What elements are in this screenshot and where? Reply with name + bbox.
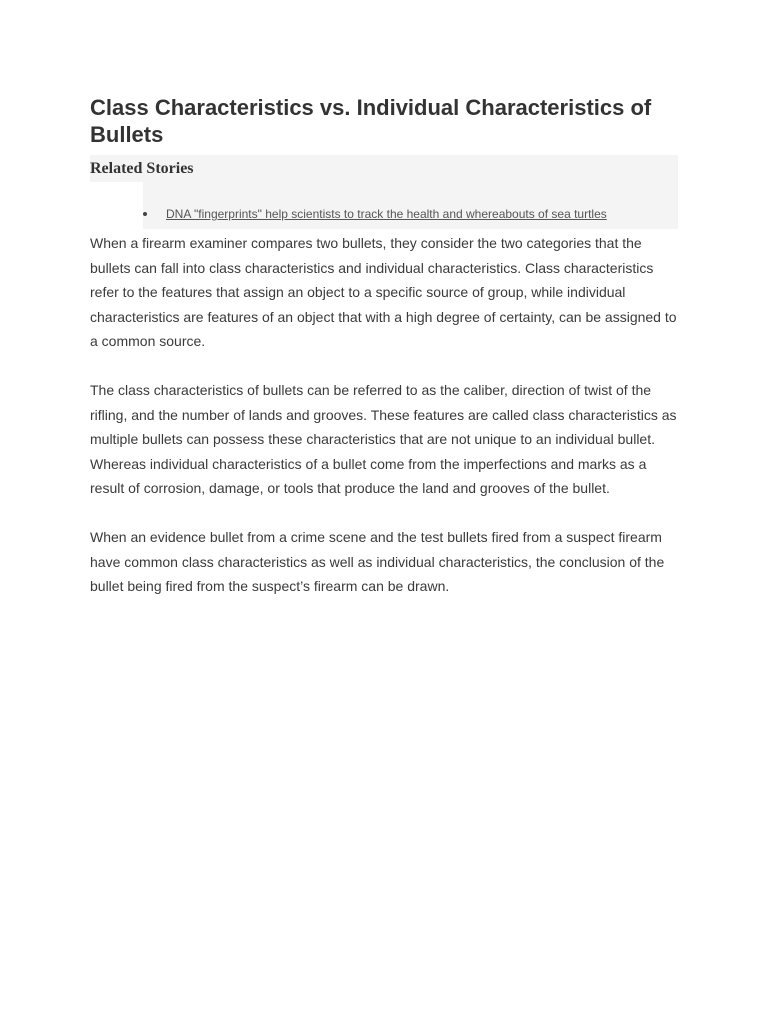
list-item: [90, 204, 607, 224]
related-story-link[interactable]: DNA "fingerprints" help scientists to track the health and whereabouts of sea turtles: [166, 207, 607, 221]
article-body: [90, 231, 684, 623]
related-stories-list: [90, 204, 607, 224]
article-title: Class Characteristics vs. Individual Characteristics of Bullets: [90, 95, 652, 147]
body-paragraph: When a firearm examiner compares two bullets, they consider the two categories that the bullets can fall into class characteristics and individual characteristics. Class characteristics refer to the features that assign an object to a specific source of group, while individual characteristics are features of an object that with a high degree of certainty, can be assigned to a common source.: [90, 235, 677, 350]
related-stories-heading: Related Stories: [90, 155, 678, 182]
body-paragraph: When an evidence bullet from a crime scene and the test bullets fired from a suspect firearm have common class characteristics as well as individual characteristics, the conclusion of the bullet being fired from the suspect’s firearm can be drawn.: [90, 528, 665, 595]
related-stories-box: [90, 155, 678, 229]
body-paragraph: The class characteristics of bullets can be referred to as the caliber, direction of twist of the rifling, and the number of lands and grooves. These features are called class characteristics as multiple bullets can possess these characteristics that are not unique to an individual bullet. Whereas individual characteristics of a bullet come from the imperfections and marks as a result of corrosion, damage, or tools that produce the land and grooves of the bullet.: [90, 381, 677, 497]
bullet-icon: [143, 212, 147, 216]
